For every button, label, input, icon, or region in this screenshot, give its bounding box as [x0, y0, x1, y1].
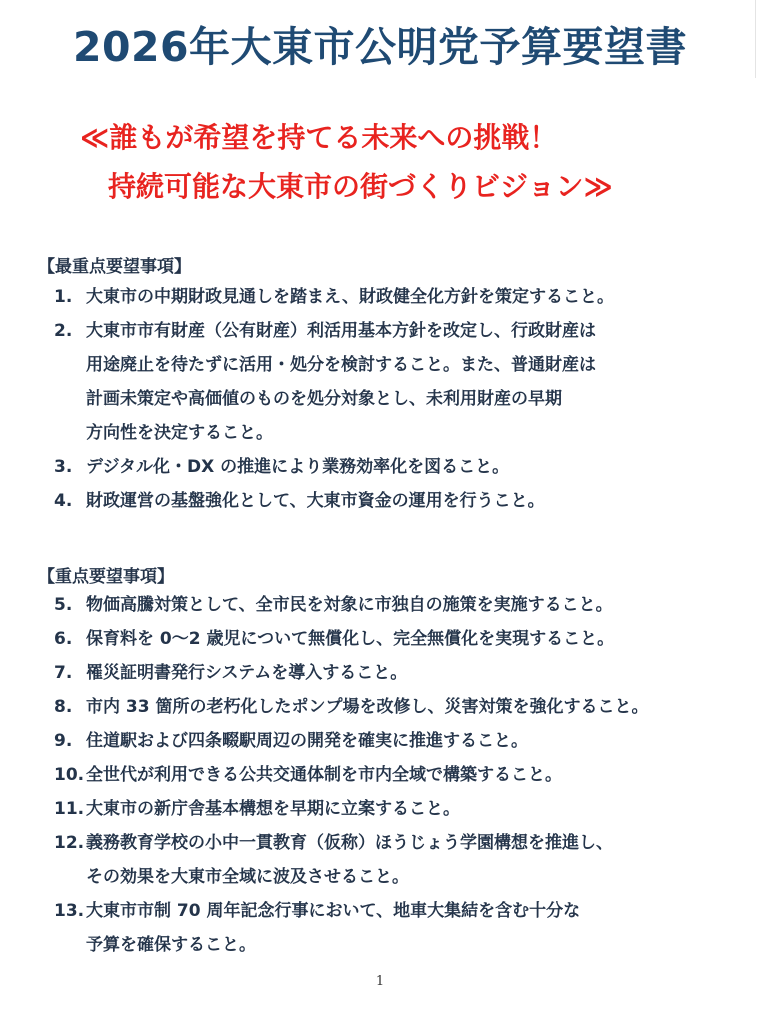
request-item-11	[54, 792, 760, 826]
subtitle-line-2: 持続可能な大東市の街づくりビジョン≫	[108, 170, 613, 203]
item-number: 9.	[54, 731, 73, 751]
item-number: 1.	[54, 287, 73, 307]
item-text: 全世代が利用できる公共交通体制を市内全域で構築すること。	[86, 765, 562, 785]
item-text: 市内 33 箇所の老朽化したポンプ場を改修し、災害対策を強化すること。	[86, 697, 649, 717]
subtitle-line-1: ≪誰もが希望を持てる未来への挑戦！	[80, 121, 558, 154]
item-number: 8.	[54, 697, 73, 717]
page-number: 1	[375, 974, 385, 989]
item-number: 4.	[54, 491, 73, 511]
item-text: 大東市の中期財政見通しを踏まえ、財政健全化方針を策定すること。	[86, 287, 615, 307]
item-number: 10.	[54, 765, 85, 785]
item-number: 2.	[54, 321, 73, 341]
section-heading-priority: 【重点要望事項】	[38, 567, 174, 587]
item-text: 罹災証明書発行システムを導入すること。	[86, 663, 408, 683]
item-text: 大東市市制 70 周年記念行事において、地車大集結を含む十分な	[86, 901, 581, 921]
item-text-continued: 方向性を決定すること。	[86, 423, 273, 443]
item-text-continued: 予算を確保すること。	[86, 935, 256, 955]
item-text-continued: その効果を大東市全域に波及させること。	[86, 867, 409, 887]
request-item-3	[54, 450, 760, 484]
request-item-6	[54, 622, 760, 656]
item-number: 13.	[54, 901, 85, 921]
request-item-13	[54, 894, 760, 962]
item-number: 12.	[54, 833, 85, 853]
item-text: 住道駅および四条畷駅周辺の開発を確実に推進すること。	[86, 731, 528, 751]
request-item-8	[54, 690, 760, 724]
item-number: 6.	[54, 629, 73, 649]
item-text: 物価高騰対策として、全市民を対象に市独自の施策を実施すること。	[86, 595, 613, 615]
request-item-9	[54, 724, 760, 758]
item-text: 義務教育学校の小中一貫教育（仮称）ほうじょう学園構想を推進し、	[86, 833, 613, 853]
request-item-10	[54, 758, 760, 792]
request-item-1	[54, 280, 760, 314]
item-text: 財政運営の基盤強化として、大東市資金の運用を行うこと。	[86, 491, 545, 511]
item-text: 保育料を 0～2 歳児について無償化し、完全無償化を実現すること。	[86, 629, 615, 649]
request-item-5	[54, 588, 760, 622]
request-item-4	[54, 484, 760, 518]
item-text: デジタル化・DX の推進により業務効率化を図ること。	[86, 457, 510, 477]
section-heading-top-priority: 【最重点要望事項】	[38, 257, 191, 277]
item-number: 3.	[54, 457, 73, 477]
request-item-2	[54, 314, 760, 450]
document-title: 2026年大東市公明党予算要望書	[72, 23, 688, 71]
item-number: 5.	[54, 595, 73, 615]
item-number: 7.	[54, 663, 73, 683]
request-item-12	[54, 826, 760, 894]
item-text-continued: 計画未策定や高価値のものを処分対象とし、未利用財産の早期	[86, 389, 562, 409]
item-text: 大東市の新庁舎基本構想を早期に立案すること。	[86, 799, 460, 819]
item-text-continued: 用途廃止を待たずに活用・処分を検討すること。また、普通財産は	[86, 355, 596, 375]
request-item-7	[54, 656, 760, 690]
item-text: 大東市市有財産（公有財産）利活用基本方針を改定し、行政財産は	[86, 321, 596, 341]
item-number: 11.	[54, 799, 85, 819]
